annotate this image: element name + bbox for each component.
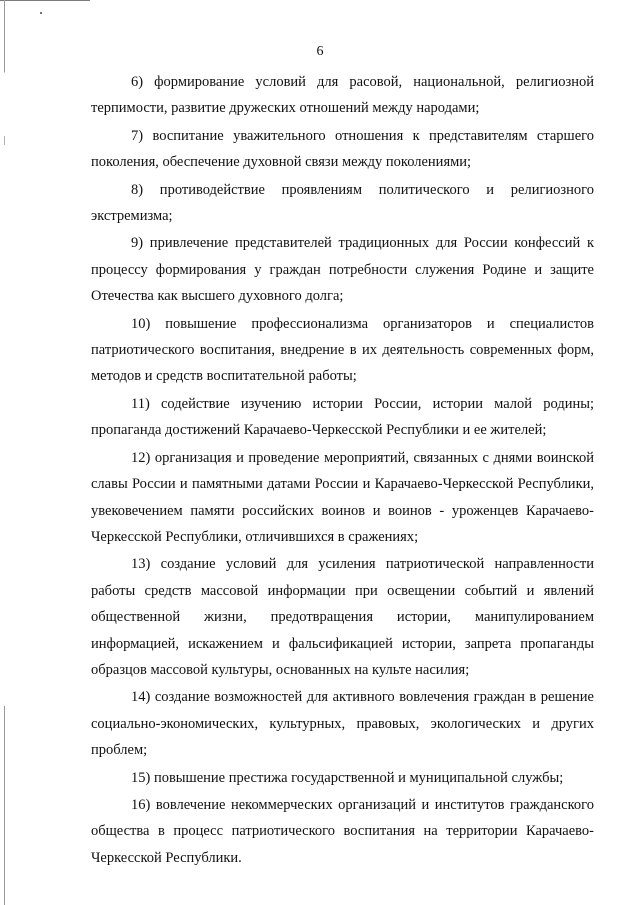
scan-edge-top <box>0 0 90 1</box>
page-number: 6 <box>316 44 324 59</box>
scan-speck <box>40 12 42 14</box>
document-body <box>91 69 594 872</box>
paragraph-item-6: 6) формирование условий для расовой, национальной, религиозной терпимости, развитие дружеских отношений между народами; <box>91 74 594 117</box>
paragraph-item-15: 15) повышение престижа государственной и муниципальной службы; <box>131 769 564 786</box>
paragraph-item-13: 13) создание условий для усиления патриотической направленности работы средств массовой информации при освещении событий и явлений общественной жизни, предотвращения истории, манипулированием информацией, искажением и фальсификацией истории, запрета пропаганды образцов массовой культуры, основанных на культе насилия; <box>91 556 594 678</box>
paragraph-item-12: 12) организация и проведение мероприятий, связанных с днями воинской славы России и памятными датами России и Карачаево-Черкесской Республики, увековечением памяти российских воинов и воинов - уроженцев Карачаево-Черкесской Республики, отличившихся в сражениях; <box>91 449 594 545</box>
paragraph-item-16: 16) вовлечение некоммерческих организаций и институтов гражданского общества в процесс патриотического воспитания на территории Карачаево-Черкесской Республики. <box>91 796 594 866</box>
paragraph-item-9: 9) привлечение представителей традиционных для России конфессий к процессу формирования у граждан потребности служения Родине и защите Отечества как высшего духовного долга; <box>91 235 594 305</box>
paragraph-item-10: 10) повышение профессионализма организаторов и специалистов патриотического воспитания, внедрение в их деятельность современных форм, методов и средств воспитательной работы; <box>91 315 594 385</box>
paragraph-item-8: 8) противодействие проявлениям политического и религиозного экстремизма; <box>91 181 594 225</box>
paragraph-item-11: 11) содействие изучению истории России, истории малой родины; пропаганда достижений Карачаево-Черкесской Республики и ее жителей; <box>91 395 594 439</box>
scan-edge-left <box>4 0 5 905</box>
paragraph-item-14: 14) создание возможностей для активного вовлечения граждан в решение социально-экономических, культурных, правовых, экологических и других проблем; <box>91 689 594 759</box>
paragraph-item-7: 7) воспитание уважительного отношения к представителям старшего поколения, обеспечение духовной связи между поколениями; <box>91 127 594 171</box>
